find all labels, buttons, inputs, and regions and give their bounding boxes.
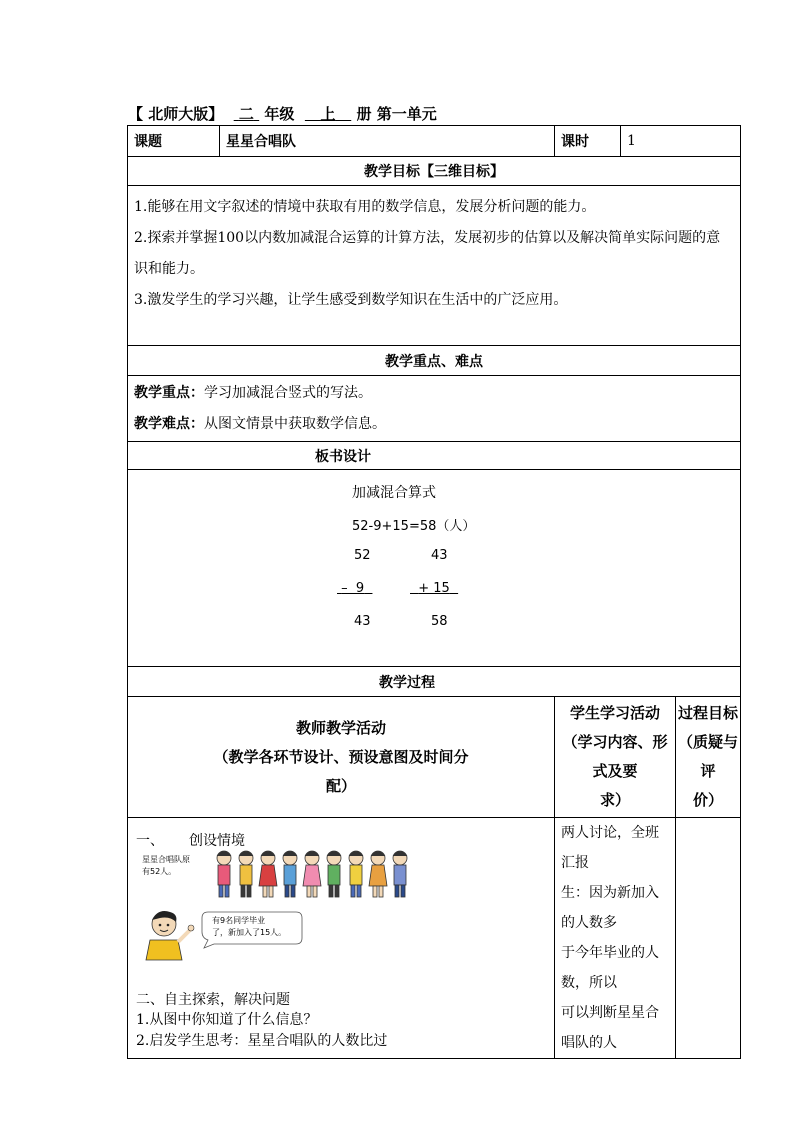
student-activity-cell [555,818,676,1059]
teacher-activity-header: 教师教学活动 （教学各环节设计、预设意图及时间分 配） [128,697,555,818]
child-figure [349,851,363,897]
choir-children-image [212,846,422,902]
child-figure [259,851,277,897]
student-text-line: 生：因为新加入的人数多 [561,885,659,931]
key-points-body [128,376,741,442]
board-equation: 52-9+15=58（人） [352,519,476,534]
child-figure [283,851,297,897]
objectives-list [128,186,741,346]
objective-item: 3.激发学生的学习兴趣，让学生感受到数学知识在生活中的广泛应用。 [134,292,568,308]
board-col2-top: 43 [431,548,448,563]
step2-title: 二、自主探索，解决问题 [136,992,290,1008]
process-goal-header: 过程目标 （质疑与评 价） [676,697,741,818]
board-col1-bottom: 43 [354,614,371,629]
board-col1-mid: – 9 [341,581,365,596]
volume-value: 上 [320,105,336,123]
board-title: 加减混合算式 [352,485,436,501]
process-goal-cell [676,818,741,1059]
info-row [128,126,741,157]
objective-item: 1.能够在用文字叙述的情境中获取有用的数学信息，发展分析问题的能力。 [134,199,596,215]
difficulty-label: 教学难点： [134,415,204,432]
difficulty-text: 从图文情景中获取数学信息。 [204,415,386,432]
child-figure [393,851,407,897]
objective-item: 2.探索并掌握100以内数加减混合运算的计算方法，发展初步的估算以及解决简单实际问题的意识和能力。 [134,230,721,277]
publisher: 【 北师大版】 [128,105,224,123]
volume-label: 册 [356,105,372,123]
student-text-line: 两人讨论，全班汇报 [561,825,659,871]
child-figure [239,851,253,897]
board-col1-top: 52 [354,548,371,563]
period-label: 课时 [555,126,621,157]
teacher-activity-cell [128,818,555,1059]
unit-label: 第一单元 [376,105,437,123]
student-text-line: 于今年毕业的人数，所以 [561,945,659,991]
board-design [128,470,741,667]
board-col2-bottom: 58 [431,614,448,629]
focus-text: 学习加减混合竖式的写法。 [204,384,372,401]
student-activity-header: 学生学习活动 （学习内容、形式及要 求） [555,697,676,818]
key-points-heading: 教学重点、难点 [128,346,741,376]
board-col2-mid: + 15 [418,581,450,596]
objectives-heading: 教学目标【三维目标】 [128,157,741,186]
student-text-line: 可以判断星星合唱队的人 [561,1005,659,1051]
child-figure [217,851,231,897]
speech-text-1: 星星合唱队原 有52人。 [142,855,190,876]
topic-value: 星星合唱队 [220,126,555,157]
topic-label: 课题 [128,126,220,157]
step1-title: 创设情境 [189,833,245,849]
grade-label: 年级 [264,105,295,123]
process-column-headers [128,697,741,818]
question-2: 2.启发学生思考：星星合唱队的人数比过 [136,1033,388,1049]
step1-number: 一、 [136,833,164,849]
process-heading: 教学过程 [128,667,741,697]
speech-text-2: 有9名同学毕业 了，新加入了15人。 [212,916,287,937]
board-heading: 板书设计 [128,442,741,470]
grade-value: 二 [238,105,254,123]
child-figure [327,851,341,897]
document-header [128,103,437,124]
period-value: 1 [621,126,741,157]
child-figure [369,851,387,897]
boy-waving-image [140,906,200,962]
question-1: 1.从图中你知道了什么信息？ [136,1012,318,1028]
focus-label: 教学重点： [134,384,204,401]
lesson-plan-table [127,125,741,1059]
child-figure [303,851,321,897]
